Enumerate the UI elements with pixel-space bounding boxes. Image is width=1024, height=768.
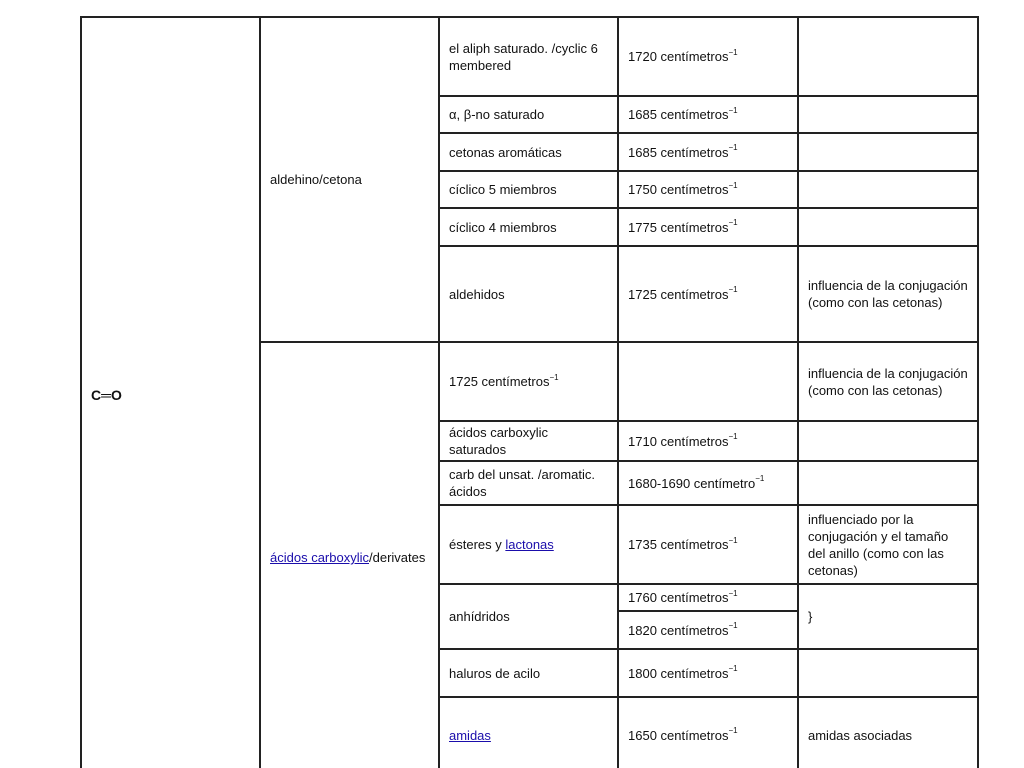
frequency-cell: 1750 centímetros$^{-1}$ — [618, 171, 798, 208]
frequency-cell: 1735 centímetros$^{-1}$ — [618, 505, 798, 584]
bond-cell: C═O — [81, 17, 260, 768]
frequency-cell: 1820 centímetros$^{-1}$ — [618, 611, 798, 649]
note-cell — [798, 96, 978, 133]
compound-cell: ácidos carboxylic saturados — [439, 421, 618, 461]
compound-cell: el aliph saturado. /cyclic 6 membered — [439, 17, 618, 96]
note-cell: influenciado por la conjugación y el tamaño del anillo (como con las cetonas) — [798, 505, 978, 584]
note-cell — [798, 208, 978, 246]
note-cell — [798, 461, 978, 505]
frequency-cell: 1710 centímetros$^{-1}$ — [618, 421, 798, 461]
compound-cell: α, β-no saturado — [439, 96, 618, 133]
note-cell — [798, 649, 978, 697]
compound-cell: carb del unsat. /aromatic. ácidos — [439, 461, 618, 505]
ir-absorption-table — [80, 16, 979, 768]
frequency-cell: 1685 centímetros$^{-1}$ — [618, 133, 798, 171]
compound-cell: cíclico 4 miembros — [439, 208, 618, 246]
note-cell: influencia de la conjugación (como con las cetonas) — [798, 342, 978, 421]
note-cell: amidas asociadas — [798, 697, 978, 768]
group-aldehyde-ketone: aldehino/cetona — [260, 17, 439, 342]
compound-cell: anhídridos — [439, 584, 618, 649]
table-row — [81, 17, 978, 96]
note-cell: } — [798, 584, 978, 649]
carboxylic-acids-link[interactable]: ácidos carboxylic — [270, 550, 369, 565]
frequency-cell: 1685 centímetros$^{-1}$ — [618, 96, 798, 133]
frequency-cell: 1775 centímetros$^{-1}$ — [618, 208, 798, 246]
frequency-cell: 1650 centímetros$^{-1}$ — [618, 697, 798, 768]
lactones-link[interactable]: lactonas — [505, 537, 554, 552]
note-cell — [798, 421, 978, 461]
amides-link[interactable]: amidas — [449, 727, 491, 743]
note-cell — [798, 17, 978, 96]
compound-cell: haluros de acilo — [439, 649, 618, 697]
compound-cell — [439, 697, 618, 768]
frequency-cell — [618, 342, 798, 421]
compound-cell: 1725 centímetros$^{-1}$ — [439, 342, 618, 421]
compound-cell: cetonas aromáticas — [439, 133, 618, 171]
group-carboxylic: ácidos carboxylic/derivates — [260, 342, 439, 768]
frequency-cell: 1760 centímetros$^{-1}$ — [618, 584, 798, 611]
frequency-cell: 1720 centímetros$^{-1}$ — [618, 17, 798, 96]
note-cell: influencia de la conjugación (como con las cetonas) — [798, 246, 978, 342]
compound-cell: ésteres y lactonas — [439, 505, 618, 584]
frequency-cell: 1725 centímetros$^{-1}$ — [618, 246, 798, 342]
compound-cell: aldehidos — [439, 246, 618, 342]
frequency-cell: 1680-1690 centímetro$^{-1}$ — [618, 461, 798, 505]
compound-cell: cíclico 5 miembros — [439, 171, 618, 208]
note-cell — [798, 133, 978, 171]
frequency-cell: 1800 centímetros$^{-1}$ — [618, 649, 798, 697]
note-cell — [798, 171, 978, 208]
